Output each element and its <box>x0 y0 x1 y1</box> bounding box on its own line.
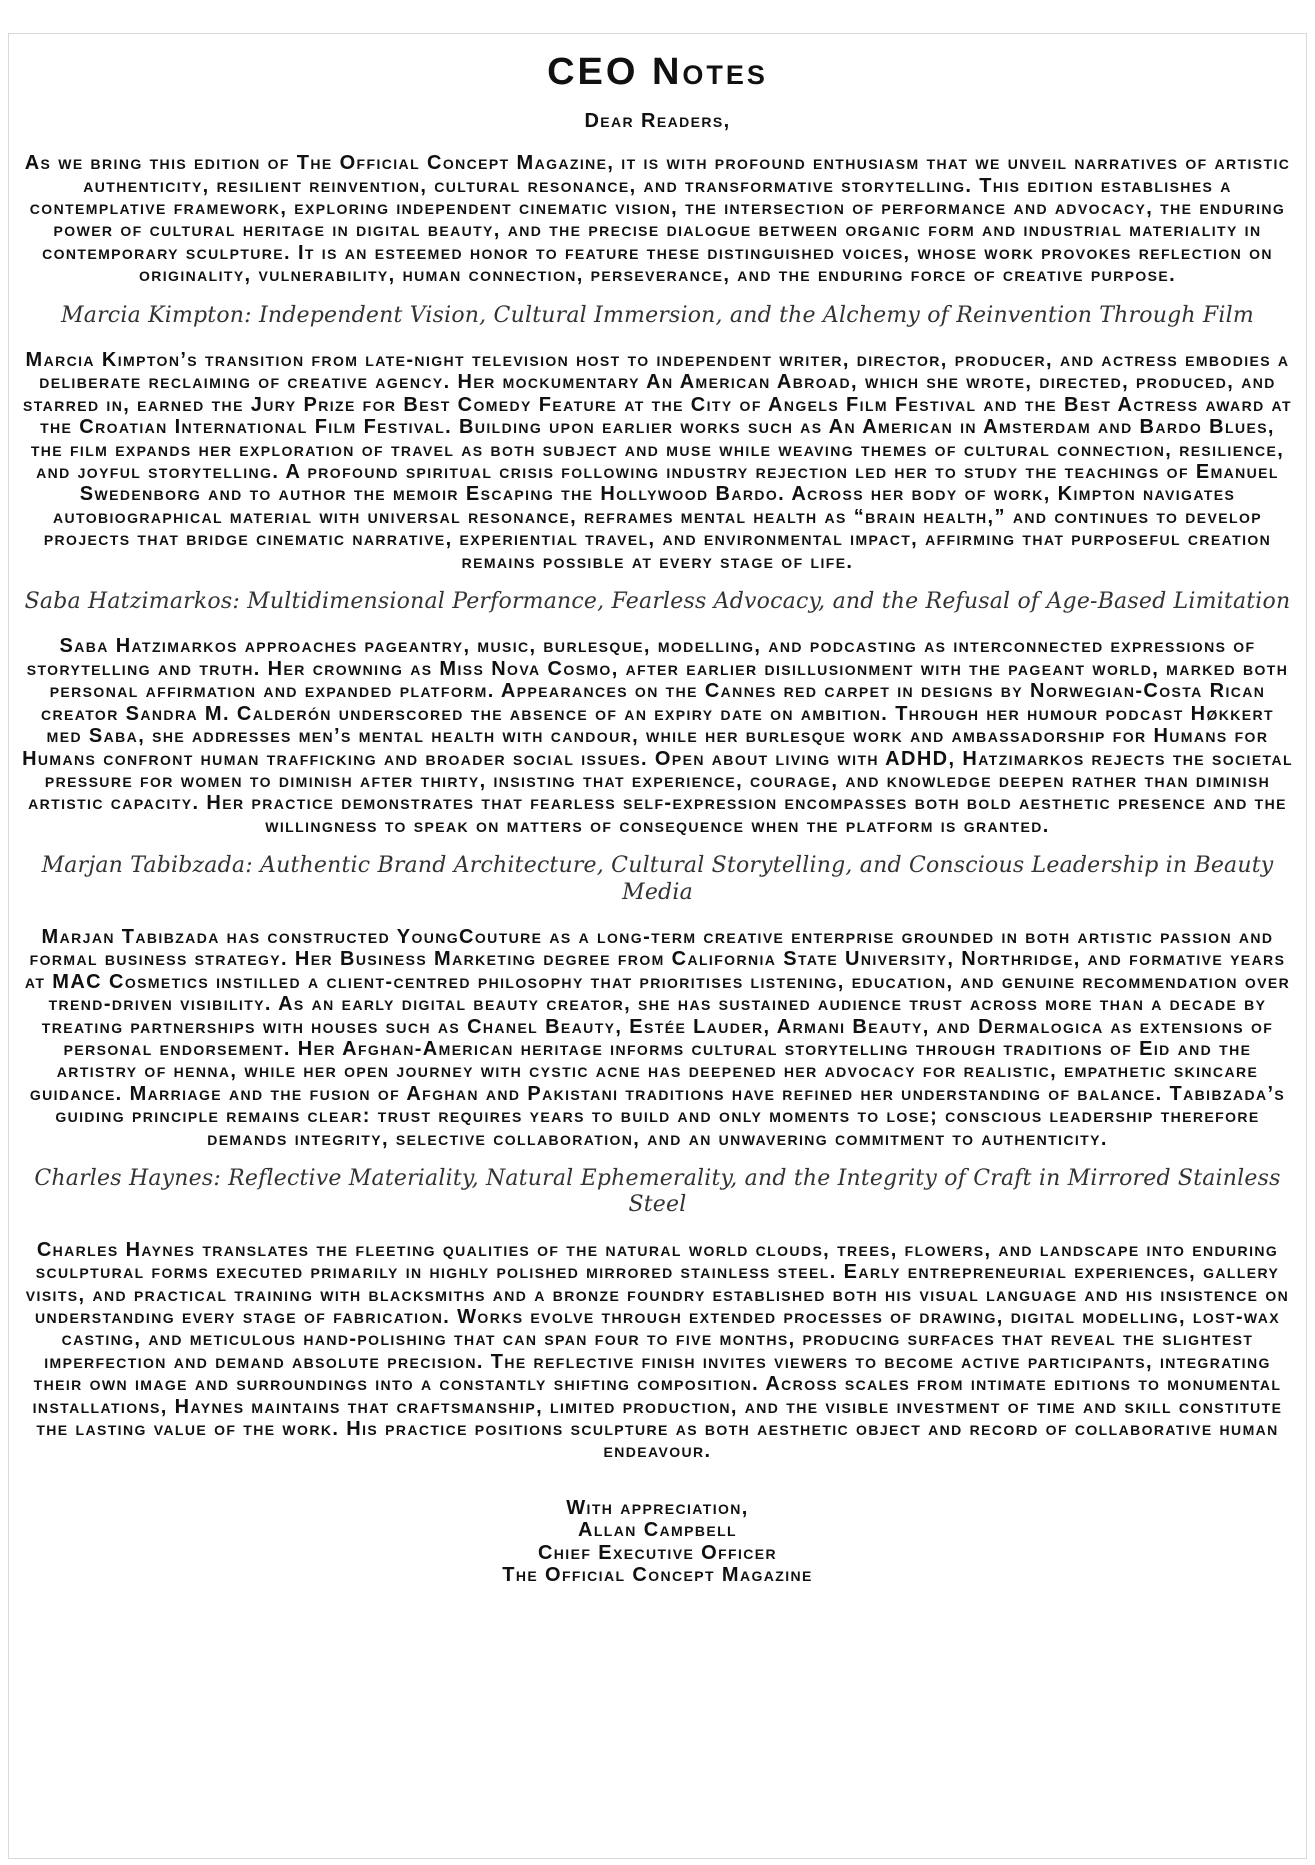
signoff-closing: With appreciation, <box>566 1496 749 1519</box>
section-body-hatzimarkos: Saba Hatzimarkos approaches pageantry, music, burlesque, modelling, and podcasting as interconnected expressions of storytelling and truth. Her crowning as Miss Nova Cosmo, after earlier disillusionment with the pageant world, marked both personal affirmation and expanded platform. Appearances on the Cannes red carpet in designs by Norwegian-Costa Rican creator Sandra M. Calderón underscored the absence of an expiry date on ambition. Through her humour podcast Høkkert med Saba, she addresses men’s mental health with candour, while her burlesque work and ambassadorship for Humans for Humans confront human trafficking and broader social issues. Open about living with ADHD, Hatzimarkos rejects the societal pressure for women to diminish after thirty, insisting that experience, courage, and knowledge deepen rather than diminish artistic capacity. Her practice demonstrates that fearless self-expression encompasses both bold aesthetic presence and the willingness to speak on matters of consequence when the platform is granted. <box>22 635 1293 837</box>
greeting: Dear Readers, <box>584 109 731 132</box>
page-title: CEO Notes <box>547 51 768 93</box>
signoff-role: Chief Executive Officer <box>537 1541 778 1564</box>
intro-paragraph: As we bring this edition of The Official Concept Magazine, it is with profound enthusiasm that we unveil narratives of artistic authenticity, resilient reinvention, cultural resonance, and transformative storytelling. This edition establishes a contemplative framework, exploring independent cinematic vision, the intersection of performance and advocacy, the enduring power of cultural heritage in digital beauty, and the precise dialogue between organic form and industrial materiality in contemporary sculpture. It is an esteemed honor to feature these distinguished voices, whose work provokes reflection on originality, vulnerability, human connection, perseverance, and the enduring force of creative purpose. <box>24 152 1291 287</box>
section-heading-hatzimarkos: Saba Hatzimarkos: Multidimensional Performance, Fearless Advocacy, and the Refusal of Age-Based Limitation <box>24 589 1291 615</box>
section-heading-tabibzada: Marjan Tabibzada: Authentic Brand Architecture, Cultural Storytelling, and Conscious Leadership in Beauty Media <box>41 853 1274 905</box>
document-page <box>8 33 1307 1859</box>
section-body-haynes: Charles Haynes translates the fleeting qualities of the natural world clouds, trees, flowers, and landscape into enduring sculptural forms executed primarily in highly polished mirrored stainless steel. Early entrepreneurial experiences, gallery visits, and practical training with blacksmiths and a bronze foundry established both his visual language and his insistence on understanding every stage of fabrication. Works evolve through extended processes of drawing, digital modelling, lost-wax casting, and meticulous hand-polishing that can span four to five months, producing surfaces that reveal the slightest imperfection and demand absolute precision. The reflective finish invites viewers to become active participants, integrating their own image and surroundings into a constantly shifting composition. Across scales from intimate editions to monumental installations, Haynes maintains that craftsmanship, limited production, and the visible investment of time and skill constitute the lasting value of the work. His practice positions sculpture as both aesthetic object and record of collaborative human endeavour. <box>25 1238 1290 1463</box>
signoff-name: Allan Campbell <box>577 1519 738 1542</box>
signoff <box>21 1497 1294 1587</box>
section-body-tabibzada: Marjan Tabibzada has constructed YoungCouture as a long-term creative enterprise grounded in both artistic passion and formal business strategy. Her Business Marketing degree from California State University, Northridge, and formative years at MAC Cosmetics instilled a client-centred philosophy that prioritises listening, education, and genuine recommendation over trend-driven visibility. As an early digital beauty creator, she has sustained audience trust across more than a decade by treating partnerships with houses such as Chanel Beauty, Estée Lauder, Armani Beauty, and Dermalogica as extensions of personal endorsement. Her Afghan-American heritage informs cultural storytelling through traditions of Eid and the artistry of henna, while her open journey with cystic acne has deepened her advocacy for realistic, empathetic skincare guidance. Marriage and the fusion of Afghan and Pakistani traditions have refined her understanding of balance. Tabibzada’s guiding principle remains clear: trust requires years to build and only moments to lose; conscious leadership therefore demands integrity, selective collaboration, and an unwavering commitment to authenticity. <box>24 925 1291 1150</box>
section-heading-kimpton: Marcia Kimpton: Independent Vision, Cultural Immersion, and the Alchemy of Reinvention Through Film <box>61 302 1254 328</box>
section-heading-haynes: Charles Haynes: Reflective Materiality, Natural Ephemerality, and the Integrity of Craft in Mirrored Stainless Steel <box>34 1165 1281 1218</box>
signoff-organization: The Official Concept Magazine <box>502 1564 813 1587</box>
document-content <box>21 52 1294 1586</box>
section-body-kimpton: Marcia Kimpton’s transition from late-night television host to independent writer, director, producer, and actress embodies a deliberate reclaiming of creative agency. Her mockumentary An American Abroad, which she wrote, directed, produced, and starred in, earned the Jury Prize for Best Comedy Feature at the City of Angels Film Festival and the Best Actress award at the Croatian International Film Festival. Building upon earlier works such as An American in Amsterdam and Bardo Blues, the film expands her exploration of travel as both subject and muse while weaving themes of cultural connection, resilience, and joyful storytelling. A profound spiritual crisis following industry rejection led her to study the teachings of Emanuel Swedenborg and to author the memoir Escaping the Hollywood Bardo. Across her body of work, Kimpton navigates autobiographical material with universal resonance, reframes mental health as “brain health,” and continues to develop projects that bridge cinematic narrative, experiential travel, and environmental impact, affirming that purposeful creation remains possible at every stage of life. <box>23 349 1292 573</box>
